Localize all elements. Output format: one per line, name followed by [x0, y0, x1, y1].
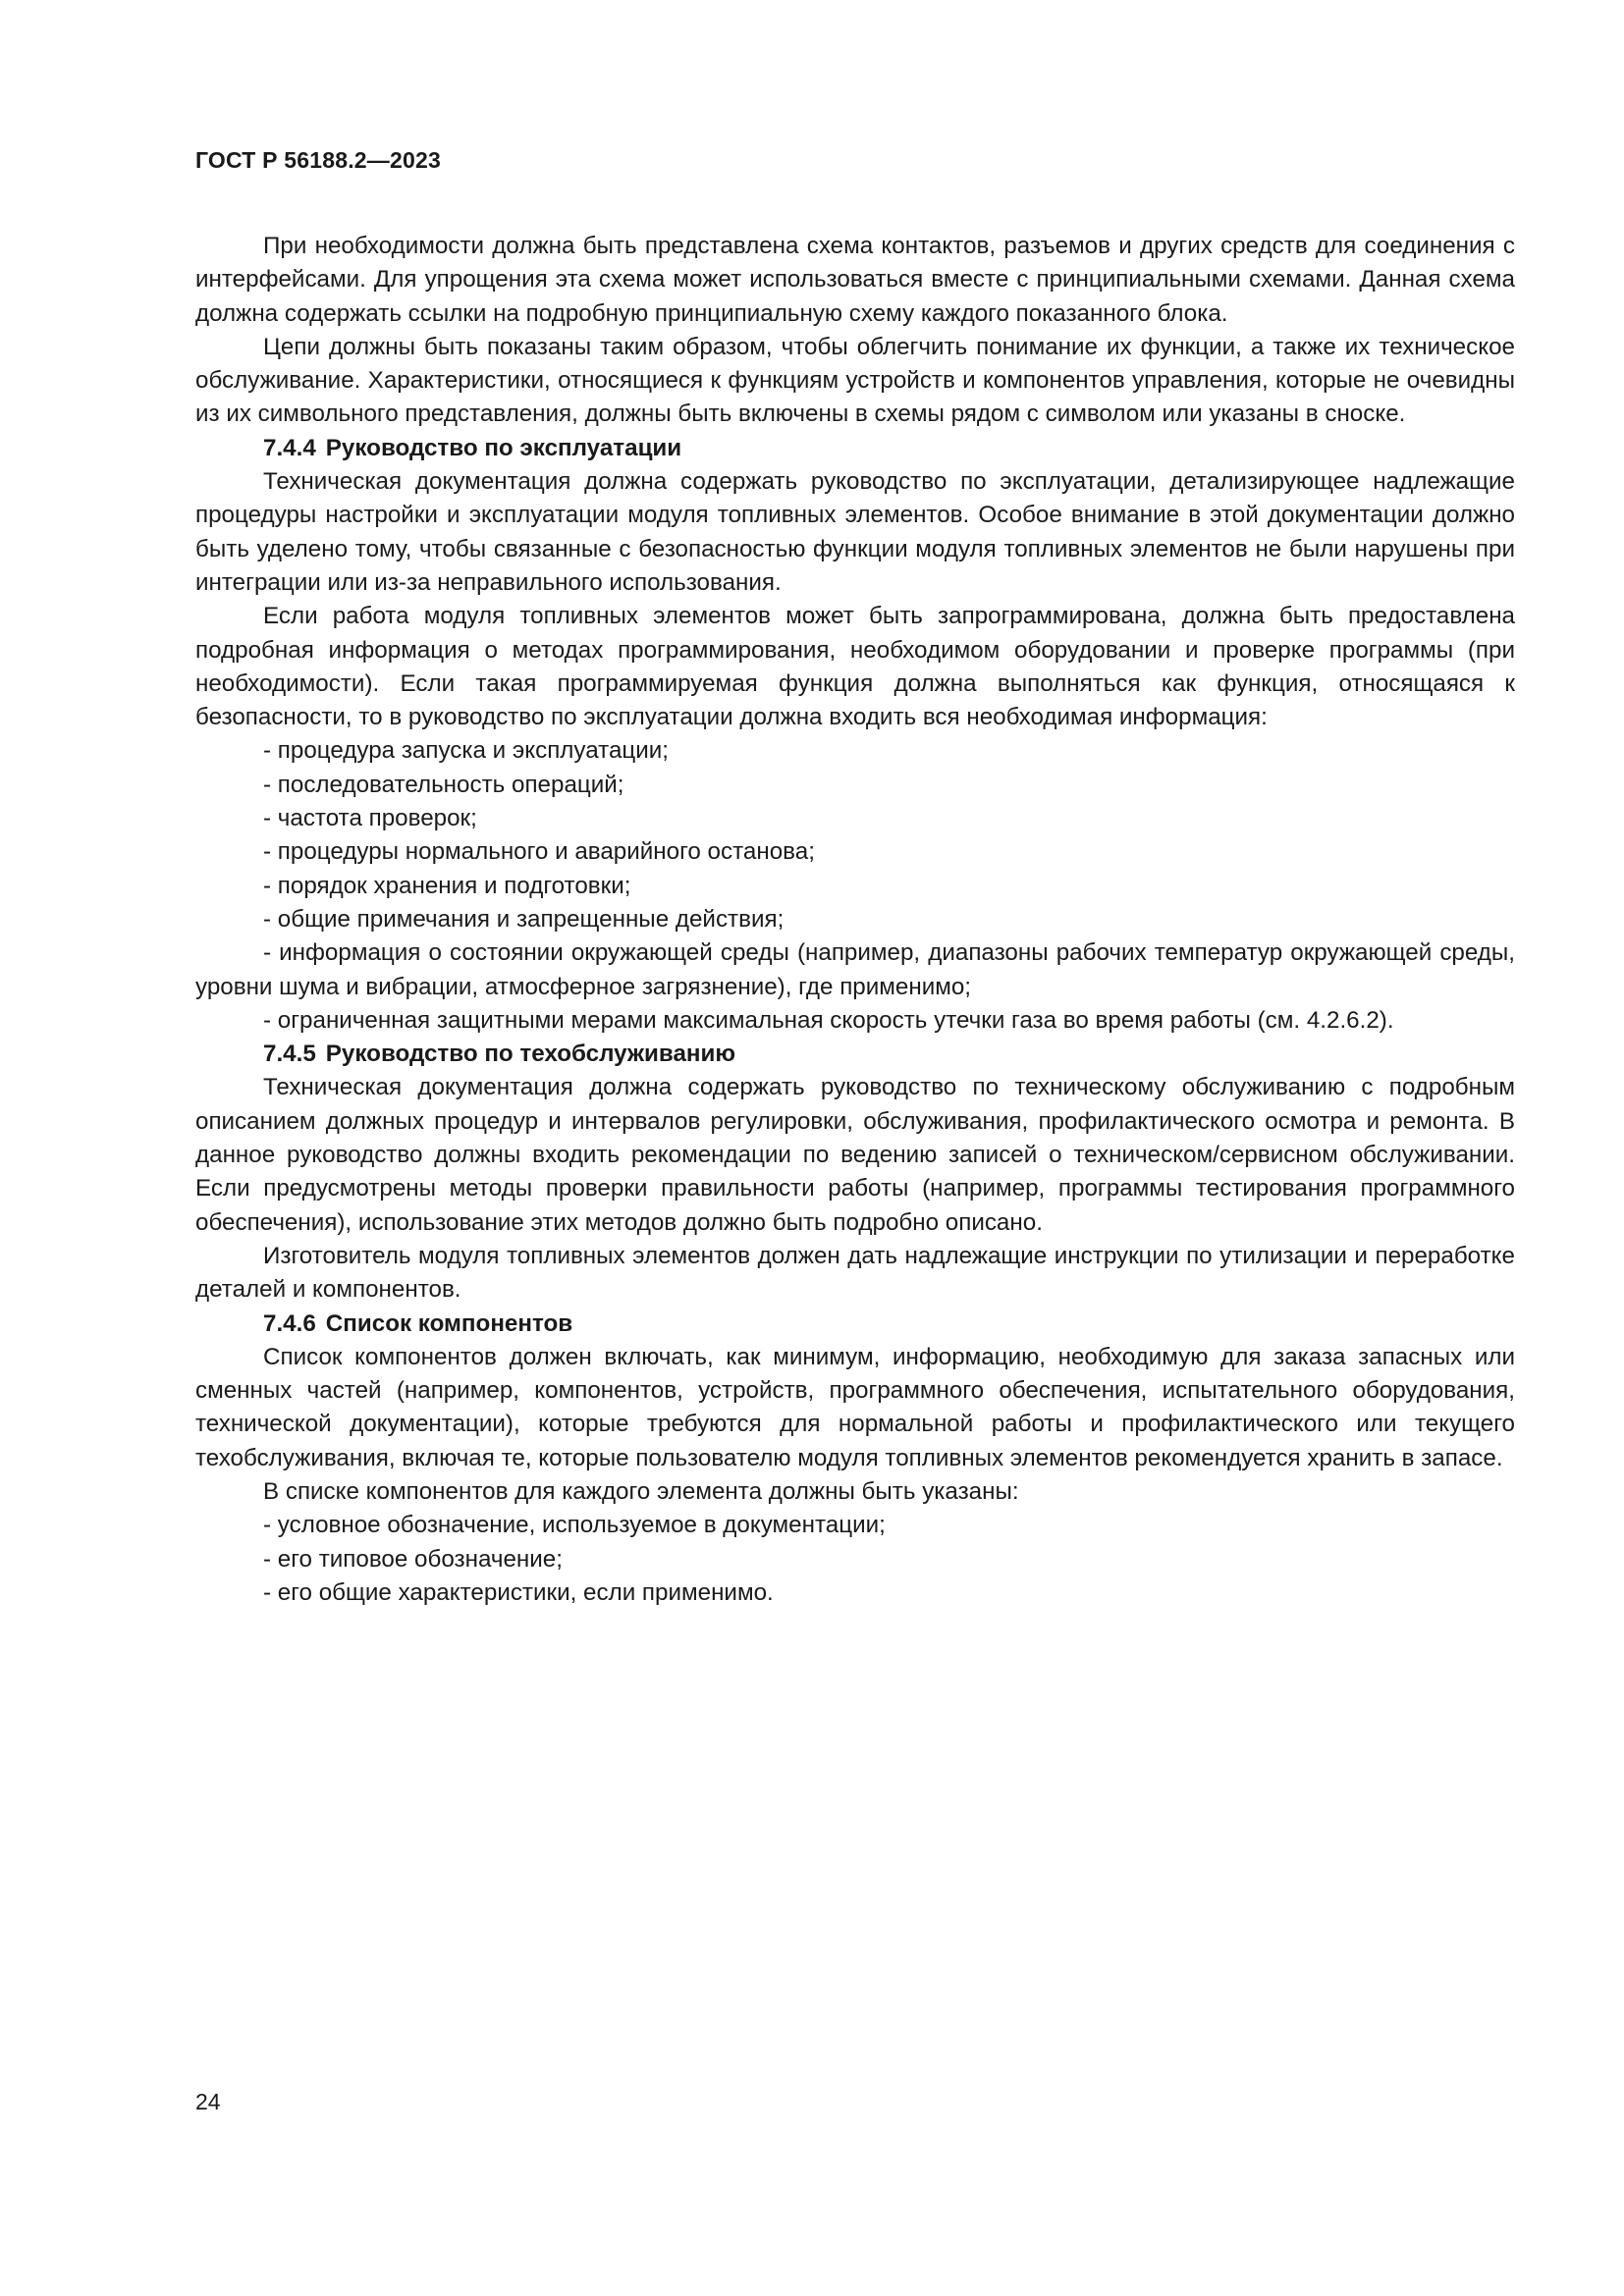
document-body [195, 230, 1515, 1610]
list-item: - его общие характеристики, если применимо. [263, 1578, 774, 1606]
list-item: - общие примечания и запрещенные действия; [263, 905, 785, 933]
list-item: - процедура запуска и эксплуатации; [263, 737, 670, 765]
list-components [195, 1509, 1515, 1610]
section-title: Руководство по эксплуатации [325, 434, 682, 461]
list-item: - условное обозначение, используемое в документации; [263, 1512, 886, 1539]
list-operation-manual [195, 734, 1515, 1038]
section-title: Список компонентов [325, 1309, 573, 1337]
list-item: - частота проверок; [263, 805, 477, 832]
section-title: Руководство по техобслуживанию [325, 1041, 736, 1068]
list-item: - процедуры нормального и аварийного останова; [263, 838, 815, 866]
section-number: 7.4.4 [263, 434, 316, 461]
section-heading-7-4-5 [195, 1038, 1515, 1071]
paragraph: Список компонентов должен включать, как минимум, информацию, необходимую для заказа запасных или сменных частей (например, компонентов, устройств, программного обеспечения, испытательного оборудования, технической документации), которые требуются для нормальной работы и профилактического или текущего техобслуживания, включая те, которые пользователю модуля топливных элементов рекомендуется хранить в запасе. [195, 1343, 1515, 1471]
paragraph: Техническая документация должна содержать руководство по эксплуатации, детализирующее надлежащие процедуры настройки и эксплуатации модуля топливных элементов. Особое внимание в этой документации должно быть уделено тому, чтобы связанные с безопасностью функции модуля топливных элементов не были нарушены при интеграции или из-за неправильного использования. [195, 468, 1515, 596]
list-item: - его типовое обозначение; [263, 1545, 563, 1573]
list-item: - порядок хранения и подготовки; [263, 872, 631, 899]
section-number: 7.4.6 [263, 1309, 316, 1337]
list-item: - информация о состоянии окружающей среды (например, диапазоны рабочих температур окружающей среды, уровни шума и вибрации, атмосферное загрязнение), где применимо; [195, 939, 1515, 1000]
page-number: 24 [195, 2089, 221, 2114]
paragraph: Если работа модуля топливных элементов может быть запрограммирована, должна быть предоставлена подробная информация о методах программирования, необходимом оборудовании и проверке программы (при необходимости). Если такая программируемая функция должна выполняться как функция, относящаяся к безопасности, то в руководство по эксплуатации должна входить вся необходимая информация: [195, 603, 1515, 731]
document-header: ГОСТ Р 56188.2—2023 [195, 147, 441, 173]
paragraph: Изготовитель модуля топливных элементов должен дать надлежащие инструкции по утилизации и переработке деталей и компонентов. [195, 1242, 1515, 1304]
section-number: 7.4.5 [263, 1041, 316, 1068]
paragraph: При необходимости должна быть представлена схема контактов, разъемов и других средств для соединения с интерфейсами. Для упрощения эта схема может использоваться вместе с принципиальными схемами. Данная схема должна содержать ссылки на подробную принципиальную схему каждого показанного блока. [195, 233, 1515, 327]
list-item: - ограниченная защитными мерами максимальная скорость утечки газа во время работы (см. 4.2.6.2). [263, 1006, 1394, 1034]
section-heading-7-4-6 [195, 1308, 1515, 1341]
paragraph: Цепи должны быть показаны таким образом, чтобы облегчить понимание их функции, а также их техническое обслуживание. Характеристики, относящиеся к функциям устройств и компонентов управления, которые не очевидны из их символьного представления, должны быть включены в схемы рядом с символом или указаны в сноске. [195, 333, 1515, 428]
list-item: - последовательность операций; [263, 771, 624, 798]
paragraph: В списке компонентов для каждого элемента должны быть указаны: [263, 1477, 1019, 1505]
section-heading-7-4-4 [195, 432, 1515, 465]
paragraph: Техническая документация должна содержать руководство по техническому обслуживанию с подробным описанием должных процедур и интервалов регулировки, обслуживания, профилактического осмотра и ремонта. В данное руководство должны входить рекомендации по ведению записей о техническом/сервисном обслуживании. Если предусмотрены методы проверки правильности работы (например, программы тестирования программного обеспечения), использование этих методов должно быть подробно описано. [195, 1074, 1515, 1236]
